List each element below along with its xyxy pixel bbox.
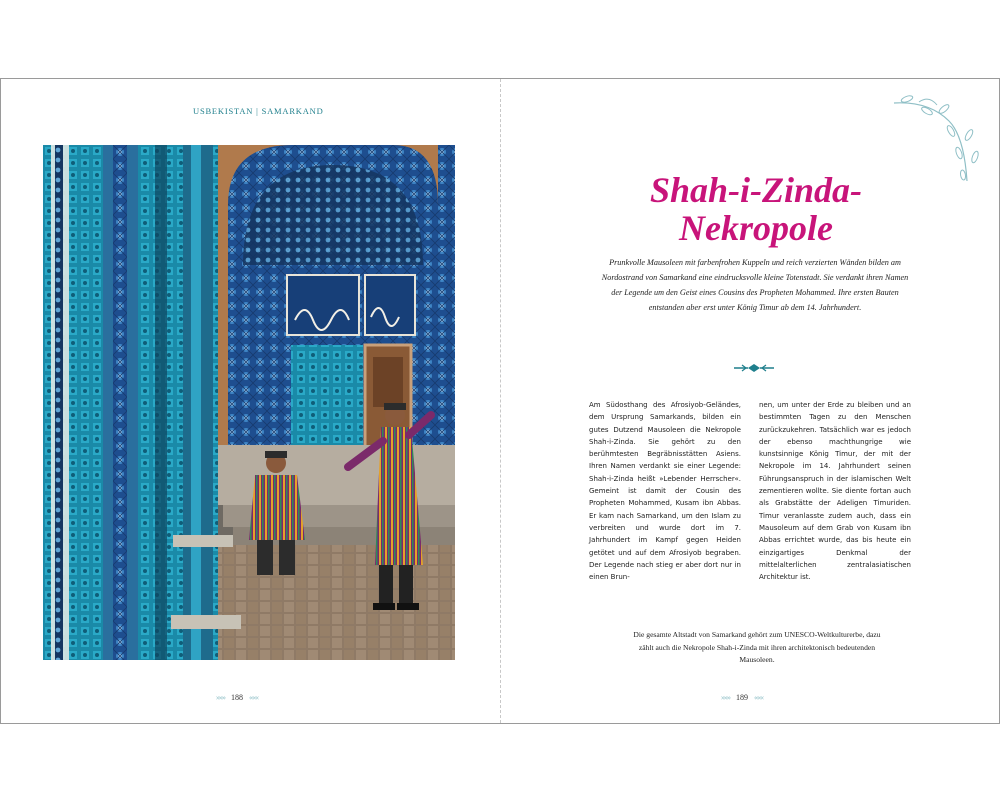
body-column-1: Am Südosthang des Afrosiyob-Geländes, dem Ursprung Samarkands, bilden ein gutes Dutzend Mausoleen die Nekropole Shah-i-Zinda. Sie gehört zu den berühmtesten Begräbnisstätten Asiens. Ihren Namen verdankt sie einer Legende: Shah-i-Zinda heißt »Lebender Herrscher«. Gemeint ist damit der Cousin des Propheten Mohammed, Kusam ibn Abbas. Er kam nach Samarkand, um den Islam zu verbreiten und wurde dort im 7. Jahrhundert im Kampf gegen Heiden getötet und auf dem Afrosiyob begraben. Der Legende nach stieg er aber dort nur in einen Brun-: [589, 401, 741, 582]
page-number-right: [721, 693, 763, 702]
diamond-arrow-ornament-icon: [734, 363, 774, 373]
photo-caption: Die gesamte Altstadt von Samarkand gehört zum UNESCO-Weltkulturerbe, dazu zählt auch die Nekropole Shah-i-Zinda mit ihren architektonisch bedeutenden Mausoleen.: [633, 630, 881, 665]
folio-ornament-icon: »»»: [216, 693, 225, 702]
photo-shah-i-zinda: [43, 145, 455, 660]
book-spread: [0, 78, 1000, 724]
running-head: USBEKISTAN | SAMARKAND: [193, 106, 324, 116]
folio-ornament-icon: «««: [249, 693, 258, 702]
article-title: [601, 171, 911, 247]
page-gutter: [500, 79, 501, 723]
page-number: 188: [231, 693, 243, 702]
page-number: 189: [736, 693, 748, 702]
title-line-2: Nekropole: [679, 208, 833, 248]
body-column-2: nen, um unter der Erde zu bleiben und an bestimmten Tagen zu den Menschen zurückzukehren. Tatsächlich war es jedoch der ebenso machthungrige wie kunstsinnige König Timur, der mit der Nekropole im 14. Jahrhundert seinen Führungsanspruch in der islamischen Welt zementieren wollte. Sie diente fortan auch als Grabstätte der Adeligen Timuriden. Timur veranlasste zudem auch, dass ein Mausoleum auf dem Grab von Kusam ibn Abbas errichtet wurde, das bis heute ein einzigartiges Denkmal der mittelalterlichen zentralasiatischen Architektur ist.: [759, 401, 911, 582]
title-line-1: Shah-i-Zinda-: [649, 170, 863, 210]
lead-paragraph: Prunkvolle Mausoleen mit farbenfrohen Kuppeln und reich verzierten Wänden bilden am Nordostrand von Samarkand eine eindrucksvolle kleine Totenstadt. Sie verdankt ihren Namen der Legende um den Geist eines Cousins des Propheten Mohammed. Ihre ersten Bauten entstanden aber erst unter König Timur ab dem 14. Jahrhundert.: [601, 258, 909, 312]
folio-ornament-icon: «««: [754, 693, 763, 702]
folio-ornament-icon: »»»: [721, 693, 730, 702]
page-number-left: [216, 693, 258, 702]
